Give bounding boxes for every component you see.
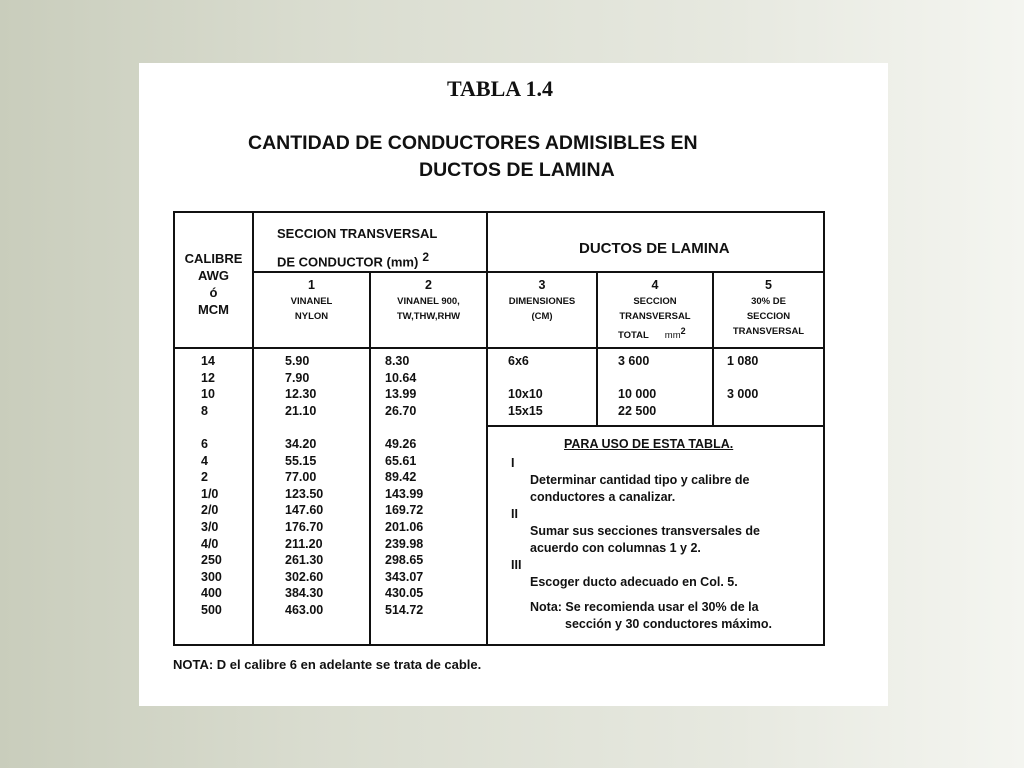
calibre-cell: 2: [201, 470, 208, 485]
calibre-cell: 2/0: [201, 503, 219, 518]
col3-header: DIMENSIONES (CM): [508, 296, 576, 322]
calibre-cell: 10: [201, 387, 215, 402]
col2-value-cell: 298.65: [385, 553, 424, 568]
col2-value-cell: 430.05: [385, 586, 424, 601]
usage-step1-number: I: [511, 456, 515, 470]
table-label: TABLA 1.4: [447, 76, 553, 101]
col-number-5: 5: [765, 278, 772, 292]
calibre-cell: 250: [201, 553, 222, 568]
col1-values-column: [285, 353, 355, 619]
usage-heading: PARA USO DE ESTA TABLA.: [564, 437, 734, 451]
dimensiones-column: [508, 353, 578, 419]
usage-instructions: [511, 455, 772, 633]
usage-step1-text2: conductores a canalizar.: [530, 490, 676, 504]
calibre-cell: [201, 419, 241, 436]
calibre-cell: 4/0: [201, 536, 219, 551]
col1-value-cell: [285, 419, 355, 436]
col2-value-cell: 8.30: [385, 354, 410, 368]
col-number-2: 2: [425, 278, 432, 292]
usage-note-line2: sección y 30 conductores máximo.: [565, 617, 773, 631]
col2-value-cell: [385, 419, 455, 436]
col1-value-cell: 463.00: [285, 602, 324, 617]
table-title-line1: CANTIDAD DE CONDUCTORES ADMISIBLES EN: [248, 132, 698, 154]
col5-header: 30% DE SECCION TRANSVERSAL: [732, 296, 805, 337]
calibre-cell: 3/0: [201, 519, 219, 534]
treinta-pct-cell: [727, 403, 807, 420]
col1-value-cell: 34.20: [285, 436, 317, 451]
calibre-cell: 300: [201, 569, 222, 584]
col2-values-column: [385, 353, 455, 619]
col1-value-cell: 123.50: [285, 486, 324, 501]
header-calibre: CALIBRE AWG ó MCM: [184, 251, 243, 317]
footnote: NOTA: D el calibre 6 en adelante se trata de cable.: [173, 657, 482, 672]
usage-step2-text2: acuerdo con columnas 1 y 2.: [530, 541, 701, 555]
dimensiones-cell: [508, 370, 578, 387]
col2-value-cell: 89.42: [385, 470, 417, 485]
calibre-cell: 8: [201, 403, 208, 418]
col1-value-cell: 211.20: [285, 536, 323, 551]
usage-step1-text1: Determinar cantidad tipo y calibre de: [530, 473, 750, 487]
header-seccion-line1: SECCION TRANSVERSAL: [277, 226, 438, 241]
col1-value-cell: 12.30: [285, 387, 317, 402]
col1-value-cell: 21.10: [285, 403, 317, 418]
col1-value-cell: 261.30: [285, 553, 324, 568]
seccion-total-cell: 22 500: [618, 403, 657, 418]
col2-value-cell: 169.72: [385, 503, 424, 518]
usage-step3-text: Escoger ducto adecuado en Col. 5.: [530, 575, 738, 589]
col1-value-cell: 55.15: [285, 453, 317, 468]
col2-value-cell: 239.98: [385, 536, 424, 551]
col1-header: VINANEL NYLON: [290, 296, 333, 322]
seccion-total-cell: [618, 370, 698, 387]
seccion-total-column: [618, 353, 698, 419]
col2-value-cell: 343.07: [385, 569, 424, 584]
header-ductos: DUCTOS DE LAMINA: [579, 240, 730, 257]
document-page: [139, 63, 888, 706]
calibre-cell: 14: [201, 354, 215, 368]
calibre-cell: 12: [201, 370, 215, 385]
col2-header: VINANEL 900, TW,THW,RHW: [396, 296, 461, 322]
calibre-cell: 4: [201, 453, 208, 468]
usage-note-line1: Nota: Se recomienda usar el 30% de la: [530, 600, 759, 614]
col1-value-cell: 384.30: [285, 586, 324, 601]
col2-value-cell: 49.26: [385, 436, 417, 451]
col1-value-cell: 147.60: [285, 503, 324, 518]
calibre-column: [201, 353, 241, 619]
treinta-pct-cell: 3 000: [727, 387, 759, 402]
seccion-total-cell: 10 000: [618, 387, 657, 402]
col1-value-cell: 77.00: [285, 470, 317, 485]
col2-value-cell: 26.70: [385, 403, 417, 418]
usage-step2-text1: Sumar sus secciones transversales de: [530, 524, 760, 538]
usage-step3-number: III: [511, 558, 522, 572]
col-number-4: 4: [651, 278, 659, 292]
col1-value-cell: 5.90: [285, 354, 310, 368]
treinta-pct-cell: 1 080: [727, 354, 759, 368]
col1-value-cell: 176.70: [285, 519, 324, 534]
col2-value-cell: 65.61: [385, 453, 417, 468]
col4-header: SECCION TRANSVERSAL TOTAL $mm^2$: [618, 296, 691, 342]
dimensiones-cell: 6x6: [508, 354, 529, 368]
col1-value-cell: 7.90: [285, 370, 310, 385]
calibre-cell: 1/0: [201, 486, 219, 501]
seccion-total-cell: 3 600: [618, 354, 650, 368]
usage-step2-number: II: [511, 507, 518, 521]
header-seccion-line2: DE CONDUCTOR (mm) $^2$: [277, 250, 430, 270]
col1-value-cell: 302.60: [285, 569, 324, 584]
col2-value-cell: 514.72: [385, 602, 424, 617]
col-number-1: 1: [308, 278, 315, 292]
calibre-cell: 6: [201, 436, 208, 451]
col2-value-cell: 10.64: [385, 370, 417, 385]
calibre-cell: 400: [201, 586, 222, 601]
table-title-line2: DUCTOS DE LAMINA: [419, 159, 615, 181]
dimensiones-cell: 15x15: [508, 403, 543, 418]
calibre-cell: 500: [201, 602, 222, 617]
col2-value-cell: 201.06: [385, 519, 424, 534]
col2-value-cell: 13.99: [385, 387, 417, 402]
col-number-3: 3: [538, 278, 546, 292]
treinta-pct-column: [727, 353, 807, 419]
dimensiones-cell: 10x10: [508, 387, 543, 402]
treinta-pct-cell: [727, 370, 807, 387]
col2-value-cell: 143.99: [385, 486, 424, 501]
